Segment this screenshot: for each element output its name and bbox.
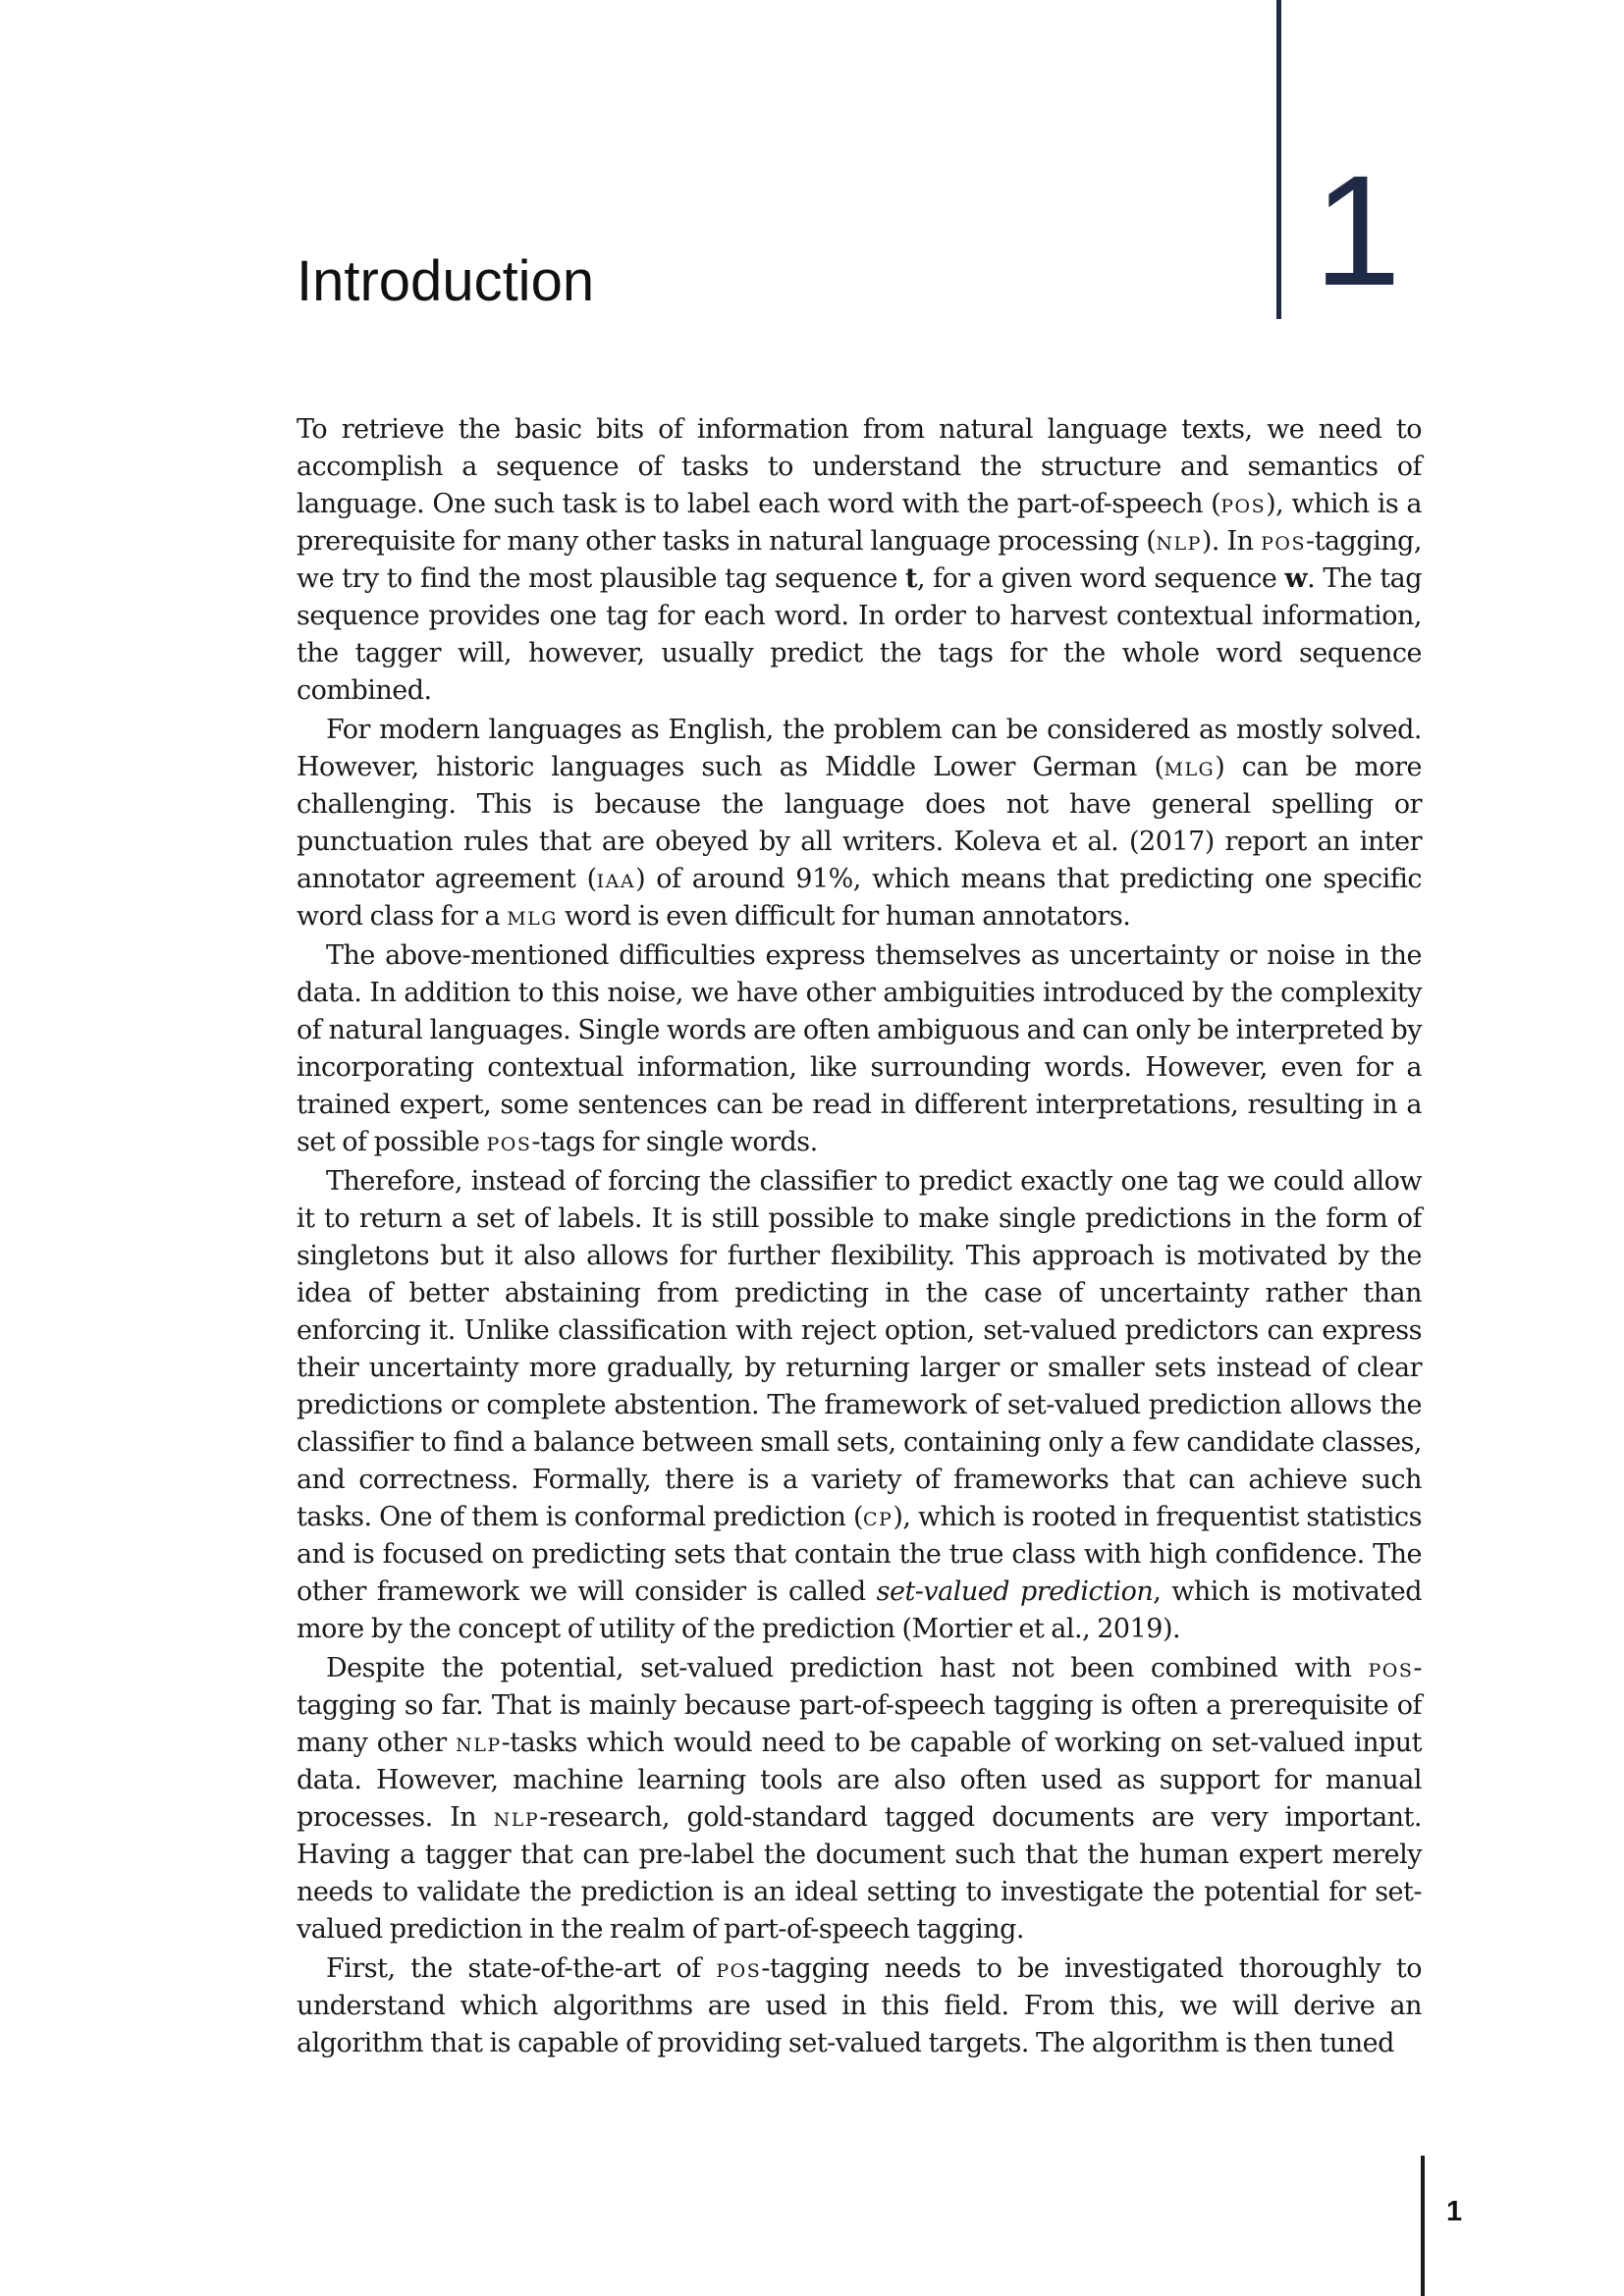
text-run: -tagging needs to be investigated thoroughly to understand which algorithms are used in this field. From this, we will derive an algorithm that is capable of providing set-valued targets. The algorithm is then tuned: [297, 1953, 1422, 2058]
text-run: First, the state-of-the-art of: [326, 1953, 717, 1984]
text-run: -tags for single words.: [531, 1127, 818, 1157]
page-number: 1: [1446, 2196, 1463, 2227]
text-run: ). In: [1201, 526, 1262, 557]
text-run: ) can be more challenging. This is because the language does not have general spelling or punctuation rules that are obeyed by all writers. Koleva et al. (2017) report an inter annotator agreement (: [297, 752, 1422, 894]
text-run: For modern languages as English, the problem can be considered as mostly solved. However, historic languages such as Middle Lower German (: [297, 715, 1422, 782]
math-symbol: t: [905, 563, 917, 594]
abbreviation: pos: [1261, 526, 1306, 557]
chapter-bar: [1276, 0, 1281, 319]
text-run: ) of around 91%, which means that predicting one specific word class for a: [297, 864, 1422, 932]
abbreviation: pos: [1220, 489, 1267, 519]
abbreviation: pos: [716, 1953, 762, 1984]
chapter-number: 1: [1314, 142, 1401, 318]
paragraph: [297, 937, 1422, 1161]
text-run: ), which is a prerequisite for many other tasks in natural language processing (: [297, 489, 1422, 557]
text-run: , which is motivated more by the concept of utility of the prediction (Mortier et al., 2019).: [297, 1576, 1422, 1644]
paragraph: [297, 1163, 1422, 1648]
paragraph: [297, 712, 1422, 935]
math-symbol: w: [1284, 563, 1308, 594]
text-run: -tagging so far. That is mainly because part-of-speech tagging is often a prerequisite of many other: [297, 1653, 1422, 1758]
abbreviation: nlp: [456, 1728, 502, 1758]
text-run: Despite the potential, set-valued prediction hast not been combined with: [326, 1653, 1369, 1683]
paragraph: [297, 411, 1422, 710]
text-run: -tasks which would need to be capable of working on set-valued input data. However, machine learning tools are also often used as support for manual processes. In: [297, 1728, 1422, 1833]
text-run: word is even difficult for human annotators.: [557, 901, 1131, 932]
text-run: -research, gold-standard tagged documents are very important. Having a tagger that can pre-label the document such that the human expert merely needs to validate the prediction is an ideal setting to investigate the potential for set-valued prediction in the realm of part-of-speech tagging.: [297, 1802, 1422, 1945]
abbreviation: nlp: [493, 1802, 540, 1833]
paragraph: [297, 1950, 1422, 2062]
text-run: The above-mentioned difficulties express themselves as uncertainty or noise in the data. In addition to this noise, we have other ambiguities introduced by the complexity of natural languages. Single words are often ambiguous and can only be interpreted by incorporating contextual information, like surrounding words. However, even for a trained expert, some sentences can be read in different interpretations, resulting in a set of possible: [297, 940, 1422, 1157]
text-run: -tagging, we try to find the most plausible tag sequence: [297, 526, 1422, 594]
text-run: Therefore, instead of forcing the classifier to predict exactly one tag we could allow it to return a set of labels. It is still possible to make single predictions in the form of singletons but it also allows for further flexibility. This approach is motivated by the idea of better abstaining from predicting in the case of uncertainty rather than enforcing it. Unlike classification with reject option, set-valued predictors can express their uncertainty more gradually, by returning larger or smaller sets instead of clear predictions or complete abstention. The framework of set-valued prediction allows the classifier to find a balance between small sets, containing only a few candidate classes, and correctness. Formally, there is a variety of frameworks that can achieve such tasks. One of them is conformal prediction (: [297, 1166, 1422, 1532]
chapter-title: Introduction: [297, 249, 595, 313]
text-run: , for a given word sequence: [917, 563, 1285, 594]
abbreviation: mlg: [1164, 752, 1216, 782]
footer-bar: [1421, 2156, 1425, 2296]
text-run: To retrieve the basic bits of information from natural language texts, we need to accomplish a sequence of tasks to understand the structure and semantics of language. One such task is to label each word with the part-of-speech (: [297, 414, 1422, 519]
body-text: [297, 411, 1422, 2062]
abbreviation: nlp: [1156, 526, 1202, 557]
abbreviation: pos: [1368, 1653, 1414, 1683]
abbreviation: mlg: [507, 901, 558, 932]
text-run: ), which is rooted in frequentist statistics and is focused on predicting sets that contain the true class with high confidence. The other framework we will consider is called: [297, 1502, 1422, 1607]
emphasis: set-valued prediction: [876, 1576, 1154, 1607]
abbreviation: cp: [862, 1502, 893, 1532]
abbreviation: iaa: [596, 864, 636, 894]
text-run: . The tag sequence provides one tag for each word. In order to harvest contextual information, the tagger will, however, usually predict the tags for the whole word sequence combined.: [297, 563, 1423, 706]
paragraph: [297, 1650, 1422, 1949]
abbreviation: pos: [486, 1127, 532, 1157]
